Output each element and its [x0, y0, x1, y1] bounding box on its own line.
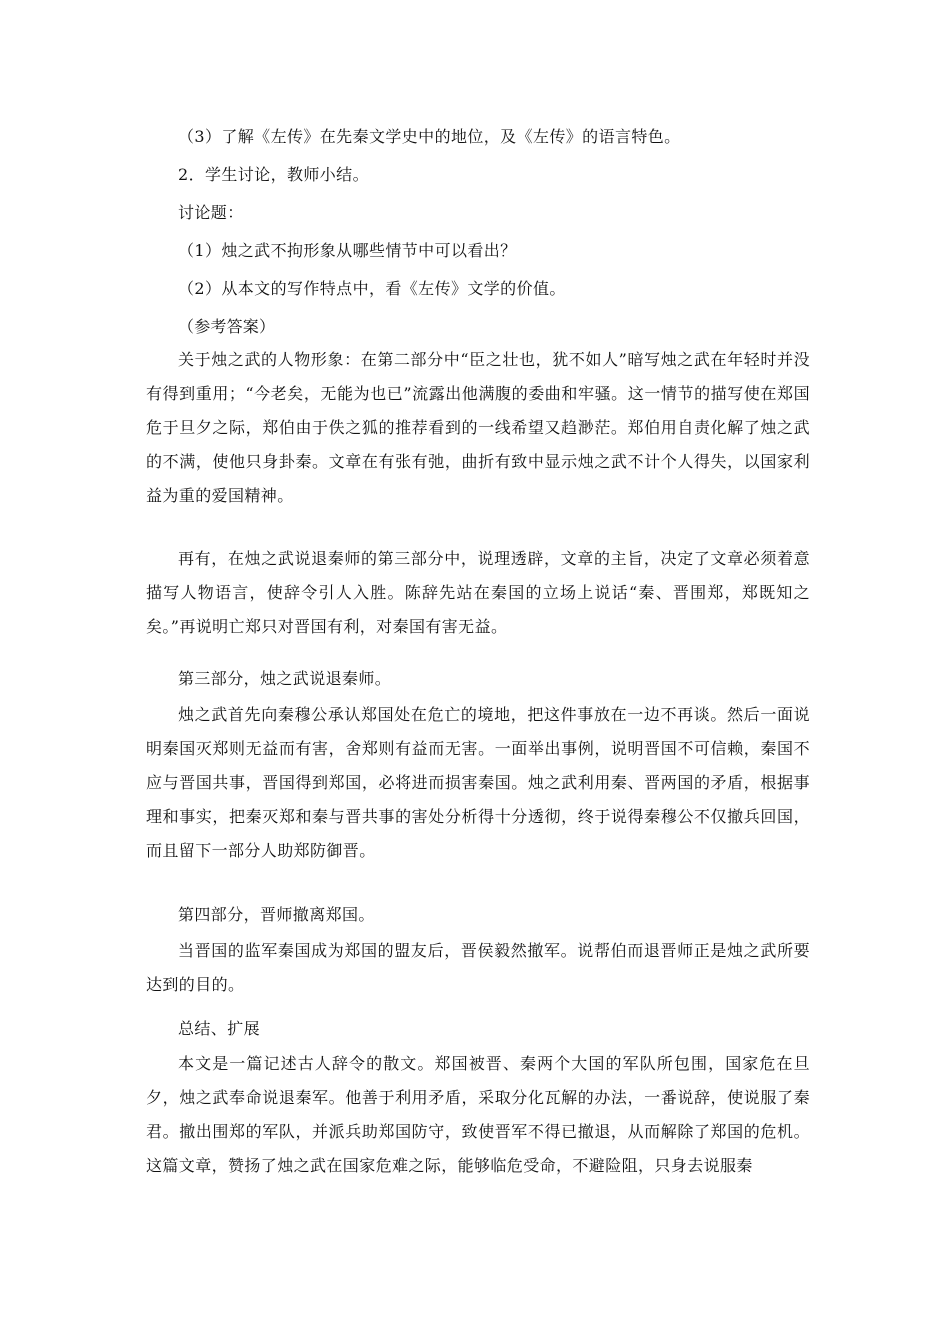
paragraph-character-image: 关于烛之武的人物形象：在第二部分中“臣之壮也，犹不如人”暗写烛之武在年轻时并没有得到重用；“今老矣，无能为也已”流露出他满腹的委曲和牢骚。这一情节的描写使在郑国危于旦夕之际，郑伯由于佚之狐的推荐看到的一线希望又趋渺茫。郑伯用自责化解了烛之武的不满，使他只身卦秦。文章在有张有弛，曲折有致中显示烛之武不计个人得失，以国家利益为重的爱国精神。	[146, 350, 810, 505]
reference-answer-label: （参考答案）	[178, 317, 276, 336]
paragraph-section-4: 当晋国的监军秦国成为郑国的盟友后，晋侯毅然撤军。说帮伯而退晋师正是烛之武所要达到的目的。	[146, 941, 810, 994]
paragraph-summary: 本文是一篇记述古人辞令的散文。郑国被晋、秦两个大国的军队所包围，国家危在旦夕，烛之武奉命说退秦军。他善于利用矛盾，采取分化瓦解的办法，一番说辞，使说服了秦君。撤出围郑的军队，并派兵助郑国防守，致使晋军不得已撤退，从而解除了郑国的危机。这篇文章，赞扬了烛之武在国家危难之际，能够临危受命，不避险阻，只身去说服秦	[146, 1054, 810, 1175]
step-2-heading: 2．学生讨论，教师小结。	[178, 165, 369, 184]
discussion-question-2: （2）从本文的写作特点中，看《左传》文学的价值。	[178, 279, 566, 298]
paragraph-section-3: 烛之武首先向秦穆公承认郑国处在危亡的境地，把这件事放在一边不再谈。然后一面说明秦国灭郑则无益而有害，舍郑则有益而无害。一面举出事例，说明晋国不可信赖，秦国不应与晋国共事，晋国得到郑国，必将进而损害秦国。烛之武利用秦、晋两国的矛盾，根据事理和事实，把秦灭郑和秦与晋共事的害处分析得十分透彻，终于说得秦穆公不仅撤兵回国，而且留下一部分人助郑防御晋。	[146, 705, 810, 860]
summary-heading: 总结、扩展	[178, 1019, 261, 1038]
discussion-question-1: （1）烛之武不拘形象从哪些情节中可以看出？	[178, 241, 517, 260]
section-4-heading: 第四部分，晋师撤离郑国。	[178, 905, 375, 924]
section-3-heading: 第三部分，烛之武说退秦师。	[178, 669, 392, 688]
paragraph-language-analysis: 再有，在烛之武说退秦师的第三部分中，说理透辟，文章的主旨，决定了文章必须着意描写人物语言，使辞令引人入胜。陈辞先站在秦国的立场上说话“秦、晋围郑，郑既知之矣。”再说明亡郑只对晋国有利，对秦国有害无益。	[146, 549, 810, 636]
discussion-heading: 讨论题：	[178, 203, 244, 222]
objective-3: （3）了解《左传》在先秦文学史中的地位，及《左传》的语言特色。	[178, 127, 681, 146]
